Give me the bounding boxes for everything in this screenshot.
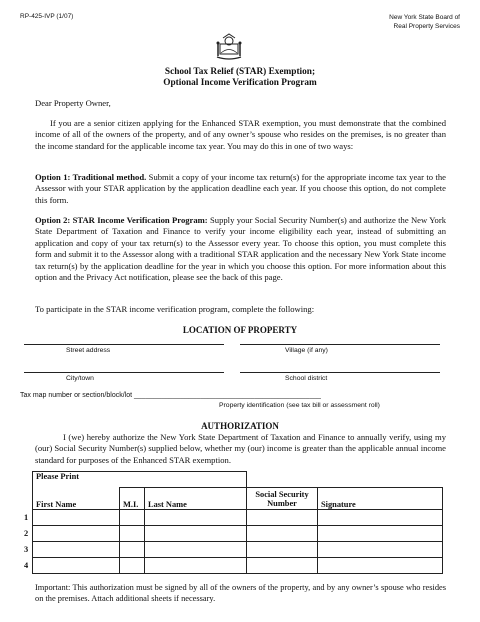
- street-address-label: Street address: [66, 347, 111, 354]
- row-number: 1: [24, 512, 29, 522]
- please-print-label: Please Print: [36, 472, 80, 481]
- row-number: 4: [24, 560, 29, 570]
- agency-line-1: New York State Board of: [389, 14, 460, 21]
- ssn-cell-1[interactable]: [247, 509, 318, 525]
- table-row: [24, 509, 443, 525]
- agency-name: [340, 13, 460, 31]
- col-ssn-line-2: Number: [267, 499, 297, 508]
- village-label: Village (if any): [285, 347, 328, 354]
- location-heading: LOCATION OF PROPERTY: [182, 325, 298, 335]
- table-row: [24, 541, 443, 557]
- table-row: [24, 525, 443, 541]
- col-first-name: First Name: [33, 487, 120, 509]
- signature-cell-3[interactable]: [318, 541, 443, 557]
- important-note: Important: This authorization must be signed by all of the owners of the property, and by any owner’s spouse who resides on the premises. Attach additional sheets if necessary.: [35, 583, 446, 604]
- row-number: 2: [24, 528, 29, 538]
- city-town-field[interactable]: [24, 372, 224, 373]
- signature-cell-4[interactable]: [318, 557, 443, 573]
- option-1-label: Option 1: Traditional method.: [35, 172, 147, 182]
- option-2-label: Option 2: STAR Income Verification Program:: [35, 215, 208, 225]
- table-header-row: [24, 487, 443, 509]
- city-town-label: City/town: [66, 375, 94, 382]
- participate-instruction: To participate in the STAR income verification program, complete the following:: [35, 304, 315, 314]
- mi-cell-1[interactable]: [120, 509, 145, 525]
- school-district-field[interactable]: [240, 372, 440, 373]
- tax-map-field[interactable]: ________________________________________________: [134, 392, 321, 399]
- col-signature: Signature: [318, 487, 443, 509]
- ny-state-seal-icon: [214, 32, 244, 62]
- school-district-label: School district: [285, 375, 328, 382]
- authorization-heading: AUTHORIZATION: [201, 421, 279, 431]
- col-ssn-line-1: Social Security: [255, 489, 309, 499]
- authorization-text: I (we) hereby authorize the New York State Department of Taxation and Finance to annually verify, using my (our) Social Security Number(s) supplied below, whether my (our) income is greater than the applicable annual income standard for purposes of the Enhanced STAR exemption.: [35, 432, 446, 465]
- tax-map-label: Tax map number or section/block/lot: [20, 392, 133, 399]
- first-name-cell-2[interactable]: [33, 525, 120, 541]
- street-address-field[interactable]: [24, 344, 224, 345]
- village-field[interactable]: [240, 344, 440, 345]
- first-name-cell-3[interactable]: [33, 541, 120, 557]
- form-id: RP-425-IVP (1/07): [20, 13, 74, 20]
- please-print-header: [33, 472, 247, 488]
- option-1-paragraph: [35, 172, 446, 206]
- form-title: [0, 67, 480, 89]
- ssn-cell-4[interactable]: [247, 557, 318, 573]
- option-1-text: Submit a copy of your income tax return(s) for the appropriate income tax year to the Assessor with your STAR application by the application deadline each year. If you choose this option, do not complete this form.: [35, 172, 446, 205]
- form-title-line-1: School Tax Relief (STAR) Exemption;: [164, 67, 316, 77]
- col-middle-initial: M.I.: [120, 487, 145, 509]
- option-2-paragraph: [35, 215, 446, 283]
- option-2-text: Supply your Social Security Number(s) and authorize the New York State Department of Taxation and Finance to verify your income eligibility each year, instead of submitting an application and copy of your tax return(s) to the Assessor every year. To choose this option, you must complete this form and submit it to the Assessor along with a traditional STAR application and the necessary New York State income tax return(s) by the application deadline for the year in which you choose this option. For more information about this option and the Privacy Act notification, please see the back of this page.: [35, 215, 446, 283]
- agency-line-2: Real Property Services: [393, 23, 460, 30]
- intro-paragraph: If you are a senior citizen applying for the Enhanced STAR exemption, you must demonstrate that the combined income of all of the owners of the property, and of any owner’s spouse who resides on the premises, is no greater than the income standard for the applicable income tax year. You may do this in one of two ways:: [35, 118, 446, 151]
- col-last-name: Last Name: [145, 487, 247, 509]
- mi-cell-2[interactable]: [120, 525, 145, 541]
- form-title-line-2: Optional Income Verification Program: [163, 78, 317, 88]
- last-name-cell-4[interactable]: [145, 557, 247, 573]
- first-name-cell-1[interactable]: [33, 509, 120, 525]
- row-number: 3: [24, 544, 29, 554]
- mi-cell-4[interactable]: [120, 557, 145, 573]
- table-please-print-row: [24, 472, 443, 488]
- last-name-cell-3[interactable]: [145, 541, 247, 557]
- signature-cell-2[interactable]: [318, 525, 443, 541]
- property-id-label: Property identification (see tax bill or assessment roll): [219, 402, 380, 409]
- mi-cell-3[interactable]: [120, 541, 145, 557]
- greeting: Dear Property Owner,: [35, 98, 111, 108]
- tax-map-row: [20, 392, 321, 399]
- last-name-cell-2[interactable]: [145, 525, 247, 541]
- owner-signature-table: [24, 471, 443, 574]
- ssn-cell-3[interactable]: [247, 541, 318, 557]
- col-ssn: [247, 487, 318, 509]
- ssn-cell-2[interactable]: [247, 525, 318, 541]
- table-row: [24, 557, 443, 573]
- signature-cell-1[interactable]: [318, 509, 443, 525]
- last-name-cell-1[interactable]: [145, 509, 247, 525]
- first-name-cell-4[interactable]: [33, 557, 120, 573]
